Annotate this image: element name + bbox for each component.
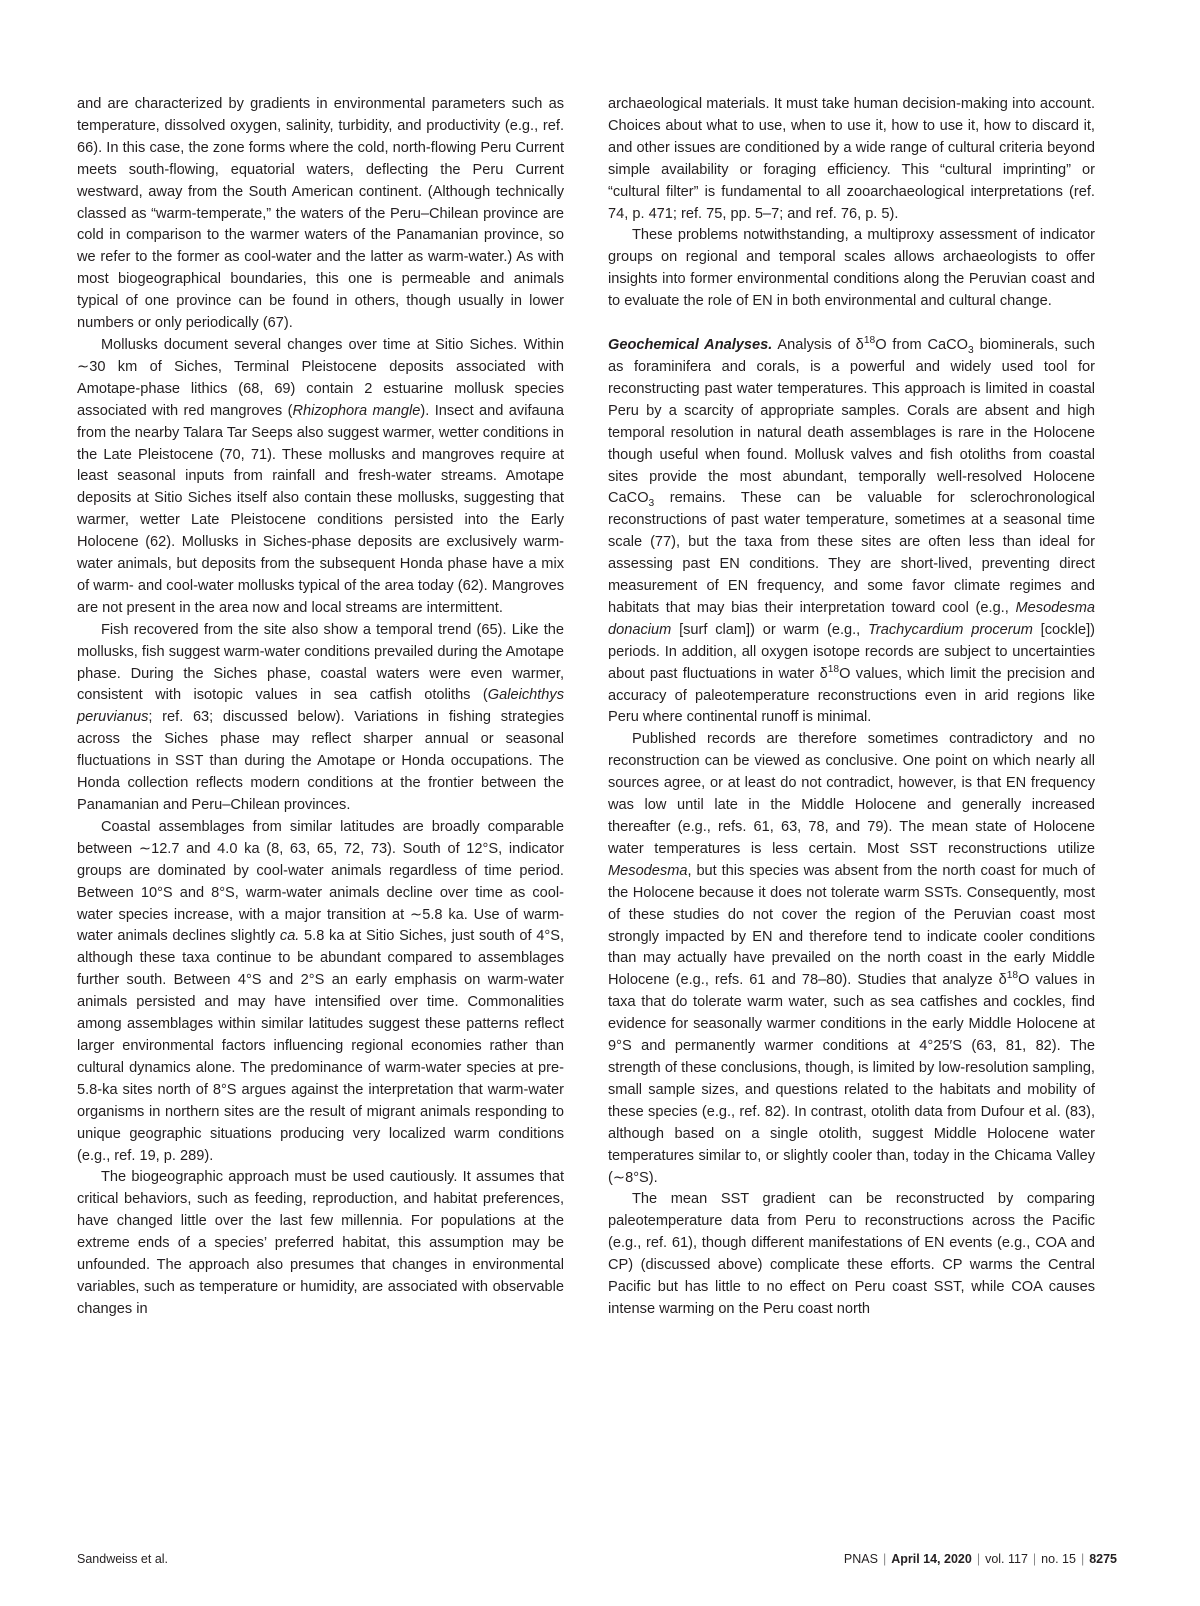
issue-number: no. 15 [1041, 1552, 1076, 1566]
page-number: 8275 [1089, 1552, 1117, 1566]
left-column [77, 94, 564, 1321]
paragraph: Fish recovered from the site also show a temporal trend (65). Like the mollusks, fish suggest warm-water conditions prevailed during the Amotape phase. During the Siches phase, coastal waters were even warmer, consistent with isotopic values in sea catfish otoliths (Galeichthys peruvianus; ref. 63; discussed below). Variations in fishing strategies across the Siches phase may reflect sharper annual or seasonal fluctuations in SST than during the Amotape or Honda occupations. The Honda collection reflects modern conditions at the frontier between the Panamanian and Peru–Chilean provinces. [77, 621, 564, 813]
footer-citation: PNAS | April 14, 2020 | vol. 117 | no. 15 | 8275 [843, 1552, 1117, 1566]
section-heading: Geochemical Analyses. [608, 337, 773, 354]
right-column [608, 94, 1095, 1321]
paragraph: The mean SST gradient can be reconstructed by comparing paleotemperature data from Peru to reconstructions across the Pacific (e.g., ref. 61), though different manifestations of EN events (e.g., COA and CP) (discussed above) complicate these efforts. CP warms the Central Pacific but has little to no effect on Peru coast SST, while COA causes intense warming on the Peru coast north [608, 1191, 1095, 1317]
page-footer [77, 1552, 1117, 1570]
paragraph: The biogeographic approach must be used cautiously. It assumes that critical behaviors, such as feeding, reproduction, and habitat preferences, have changed little over the last few millennia. For populations at the extreme ends of a species’ preferred habitat, this assumption may be unfounded. The approach also presumes that changes in environmental variables, such as temperature or humidity, are associated with observable changes in [77, 1169, 564, 1317]
volume: vol. 117 [985, 1552, 1028, 1566]
taxon-name: Mesodesma [608, 862, 688, 879]
paragraph: Published records are therefore sometimes contradictory and no reconstruction can be viewed as conclusive. One point on which nearly all sources agree, or at least do not contradict, however, is that EN frequency was low until late in the Middle Holocene and generally increased thereafter (e.g., refs. 61, 63, 78, and 79). The mean state of Holocene water temperatures is less certain. Most SST reconstructions utilize Mesodesma, but this species was absent from the north coast for much of the Holocene because it does not tolerate warm SSTs. Consequently, most of these studies do not cover the region of the Peruvian coast most strongly impacted by EN and therefore tend to indicate cooler conditions than may actually have prevailed on the north coast in the early Middle Holocene (e.g., refs. 61 and 78–80). Studies that analyze $\delta^{18}O$ values in taxa that do tolerate warm water, such as sea catfishes and cockles, find evidence for seasonally warmer conditions in the early Middle Holocene at 9°S and permanently warmer conditions at 4°25′S (63, 81, 82). The strength of these conclusions, though, is limited by low-resolution sampling, small sample sizes, and questions related to the habitats and mobility of these species (e.g., ref. 82). In contrast, otolith data from Dufour et al. (83), although based on a single otolith, suggest Middle Holocene water temperatures similar to, or slightly cooler than, today in the Chicama Valley (∼8°S). [608, 731, 1096, 1186]
paragraph: and are characterized by gradients in environmental parameters such as temperature, dissolved oxygen, salinity, turbidity, and productivity (e.g., ref. 66). In this case, the zone forms where the cold, north-flowing Peru Current meets south-flowing, equatorial waters, deflecting the Peru Current westward, away from the South American continent. (Although technically classed as “warm-temperate,” the waters of the Peru–Chilean province are cold in comparison to the warmer waters of the Panamanian province, so we refer to the former as cool-water and the latter as warm-water.) As with most biogeographical boundaries, this one is permeable and animals typical of one province can be found in others, though usually in lower numbers or only periodically (67). [77, 96, 564, 332]
paragraph: Mollusks document several changes over time at Sitio Siches. Within ∼30 km of Siches, Terminal Pleistocene deposits associated with Amotape-phase lithics (68, 69) contain 2 estuarine mollusk species associated with red mangroves (Rhizophora mangle). Insect and avifauna from the nearby Talara Tar Seeps also suggest warmer, wetter conditions in the Late Pleistocene (70, 71). These mollusks and mangroves require at least seasonal inputs from rainfall and fresh-water streams. Amotape deposits at Sitio Siches itself also contain these mollusks, suggesting that warmer, wetter Late Pleistocene conditions persisted into the Early Holocene (62). Mollusks in Siches-phase deposits are exclusively warm-water animals, but deposits from the subsequent Honda phase have a mix of warm- and cool-water mollusks typical of the area today (62). Mangroves are not present in the area now and local streams are intermittent. [77, 336, 564, 616]
footer-authors: Sandweiss et al. [77, 1552, 169, 1566]
latin-abbrev: ca. [279, 928, 300, 945]
taxon-name: Galeichthys peruvianus [77, 687, 564, 726]
paragraph: Coastal assemblages from similar latitudes are broadly comparable between ∼12.7 and 4.0 ka (8, 63, 65, 72, 73). South of 12°S, indicator groups are dominated by cool-water animals regardless of time period. Between 10°S and 8°S, warm-water animals decline over time as cool-water species increase, with a major transition at ∼5.8 ka. Use of warm-water animals declines slightly ca. 5.8 ka at Sitio Siches, just south of 4°S, although these taxa continue to be abundant compared to assemblages further south. Between 4°S and 2°S an early emphasis on warm-water animals persisted and may have intensified over time. Commonalities among assemblages within similar latitudes suggest these patterns reflect larger environmental factors influencing regional economies rather than cultural dynamics alone. The predominance of warm-water species at pre-5.8-ka sites north of 8°S argues against the interpretation that warm-water organisms in northern sites are the result of migrant animals responding to unique geographic situations producing very localized warm conditions (e.g., ref. 19, p. 289). [77, 818, 565, 1164]
journal-name: PNAS [843, 1552, 878, 1566]
paragraph: These problems notwithstanding, a multiproxy assessment of indicator groups on regional and temporal scales allows archaeologists to offer insights into former environmental conditions along the Peruvian coast and to evaluate the role of EN in both environmental and cultural change. [608, 227, 1095, 310]
issue-date: April 14, 2020 [891, 1552, 972, 1566]
paragraph: archaeological materials. It must take human decision-making into account. Choices about what to use, when to use it, how to use it, how to discard it, and other issues are conditioned by a wide range of cultural criteria beyond simple availability or foraging efficiency. This “cultural imprinting” or “cultural filter” is fundamental to all zooarchaeological interpretations (ref. 74, p. 471; ref. 75, pp. 5–7; and ref. 76, p. 5). [608, 96, 1095, 222]
taxon-name: Trachycardium procerum [868, 621, 1033, 638]
taxon-name: Rhizophora mangle [292, 402, 421, 419]
taxon-name: Mesodesma donacium [608, 599, 1095, 638]
section-paragraph: Geochemical Analyses. Analysis of $\delta^{18}O$ from CaCO$_3$ biominerals, such as foraminifera and corals, is a powerful and widely used tool for reconstructing past water temperatures. This approach is limited in coastal Peru by a scarcity of appropriate samples. Corals are absent and high temporal resolution in natural death assemblages is rare in the Holocene though useful when found. Mollusk valves and fish otoliths from coastal sites provide the most abundant, temporally well-resolved Holocene CaCO$_3$ remains. These can be valuable for sclerochronological reconstructions of past water temperature, sometimes at a seasonal time scale (77), but the taxa from these sites are often less than ideal for assessing past EN conditions. They are short-lived, preventing direct measurement of EN frequency, and some favor climate regimes and habitats that may bias their interpretation toward cool (e.g., Mesodesma donacium [surf clam]) or warm (e.g., Trachycardium procerum [cockle]) periods. In addition, all oxygen isotope records are subject to uncertainties about past fluctuations in water $\delta^{18}O$ values, which limit the precision and accuracy of paleotemperature reconstructions even in arid regions like Peru where continental runoff is minimal. [608, 335, 1096, 726]
